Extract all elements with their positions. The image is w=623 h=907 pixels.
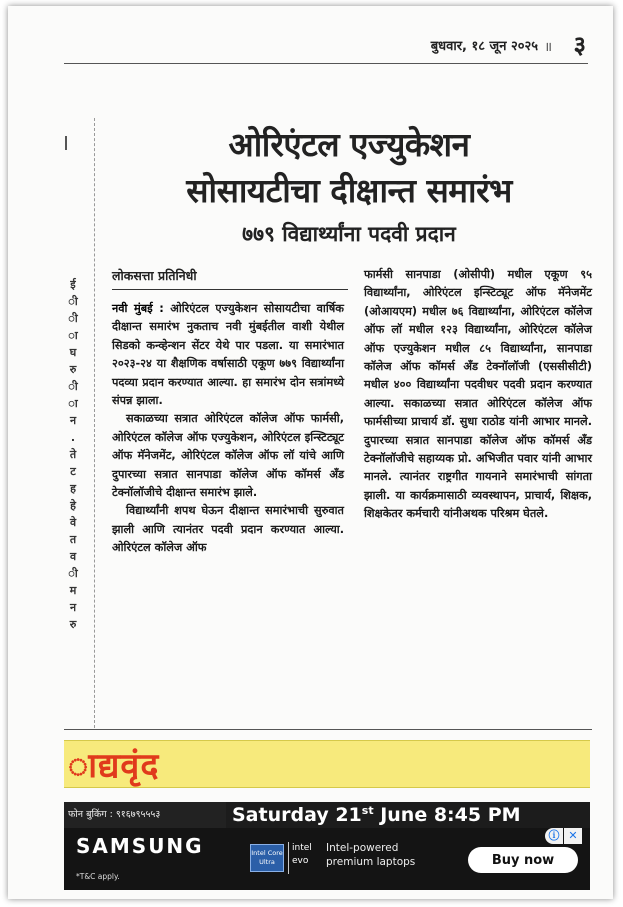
header-date: बुधवार, १८ जून २०२५ (430, 39, 538, 54)
booking-phone: फोन बुकिंग : ९१६७९५५५३ (68, 809, 161, 820)
fragment-char: ी (68, 312, 78, 325)
promo-prefix: Saturday 21 (232, 804, 362, 826)
event-banner (64, 740, 590, 788)
column-divider (94, 118, 95, 728)
fragment-char: घ (69, 346, 77, 359)
page-number: ३ (573, 31, 586, 59)
fragment-char: म (69, 584, 77, 597)
paragraph-1 (112, 300, 344, 410)
headline-line-1: ओरिएंटल एज्युकेशन (228, 125, 470, 164)
fragment-char: . (70, 431, 76, 444)
dateline: नवी मुंबई : (112, 302, 164, 315)
fragment-char: ह (70, 482, 76, 495)
headline-line-2: सोसायटीचा दीक्षान्त समारंभ (186, 171, 512, 210)
left-column-mark (65, 136, 67, 150)
fragment-char: ी (68, 567, 78, 580)
fragment-char: न (69, 601, 77, 614)
paragraph-1-text: ओरिएंटल एज्युकेशन सोसायटीचा वार्षिक दीक्षान्त समारंभ नुकताच नवी मुंबईतील वाशी येथील सिडको कन्व्हेन्शन सेंटर येथे पार पडला. या समारंभात २०२३-२४ या शैक्षणिक वर्षासाठी एकूण ७७९ विद्यार्थ्यांना पदव्या प्रदान करण्यात आल्या. हा समारंभ दोन सत्रांमध्ये संपन्न झाला. (112, 302, 344, 408)
article-column-1 (112, 300, 344, 558)
ad-close-icon[interactable]: ✕ (564, 828, 582, 844)
ad-terms: *T&C apply. (76, 872, 120, 881)
ad-info-icon[interactable]: ⓘ (545, 828, 563, 844)
intel-tagline-line-1: Intel-powered (326, 842, 399, 854)
event-date-promo (226, 802, 590, 828)
intel-evo-logo: intel evo (288, 842, 320, 874)
adjacent-column-fragment (62, 276, 84, 633)
fragment-char: ी (68, 295, 78, 308)
fragment-char: ट (70, 465, 76, 478)
fragment-char: हे (70, 499, 76, 512)
fragment-char: ते (69, 448, 77, 461)
page-header (64, 28, 588, 64)
event-ad-strip[interactable] (64, 802, 590, 828)
paragraph-4: फार्मसी सानपाडा (ओसीपी) मधील एकूण ९५ विद्यार्थ्यांना, ओरिएंटल इन्स्टिट्यूट ऑफ मॅनेजमेंट (ओआयएम) मधील ७६ विद्यार्थ्यांना, ओरिएंटल कॉलेज ऑफ लॉ मधील १२३ विद्यार्थ्यांना, ओरिएंटल कॉलेज ऑफ एज्युकेशन मधील ८५ विद्यार्थ्यांना, सानपाडा कॉलेज ऑफ कॉमर्स अँड टेक्नॉलॉजी (एससीसीटी) मधील ४०० विद्यार्थ्यांना पदवीधर पदवी प्रदान करण्यात आल्या. सकाळच्या सत्रात ओरिएंटल कॉलेज ऑफ फार्मसीच्या प्राचार्य डॉ. सुधा राठोड यांनी आभार मानले. दुपारच्या सत्रात सानपाडा कॉलेज ऑफ कॉमर्स अँड टेक्नॉलॉजीचे सहाय्यक प्रो. अभिजीत पवार यांनी आभार मानले. त्यानंतर राष्ट्रगीत गायनाने समारंभाची सांगता झाली. या कार्यक्रमासाठी व्यवस्थापन, प्राचार्य, शिक्षक, शिक्षकेतर कर्मचारी यांनीअथक परिश्रम घेतले. (364, 268, 592, 521)
banner-title: ाद्यवृंद (68, 746, 160, 786)
buy-now-button[interactable]: Buy now (468, 847, 578, 873)
header-separator: ॥ (544, 40, 552, 55)
fragment-char: व (69, 550, 77, 563)
intel-tagline (326, 841, 476, 869)
article-headline (104, 122, 594, 214)
article-byline: लोकसत्ता प्रतिनिधी (112, 264, 348, 290)
article-subheadline: ७७९ विद्यार्थ्यांना पदवी प्रदान (242, 222, 456, 246)
fragment-char: त (69, 533, 77, 546)
fragment-char: ा (68, 329, 78, 342)
article-bottom-rule (64, 729, 592, 730)
fragment-char: ा (68, 397, 78, 410)
fragment-char: रु (69, 618, 77, 631)
samsung-logo: SAMSUNG (76, 834, 204, 858)
fragment-char: वे (69, 516, 77, 529)
paragraph-3: विद्यार्थ्यांनी शपथ घेऊन दीक्षान्त समारंभाची सुरुवात झाली आणि त्यानंतर पदवी प्रदान करण्यात आल्या. ओरिएंटल कॉलेज ऑफ (112, 504, 344, 555)
fragment-char: रु (69, 363, 77, 376)
paragraph-2: सकाळच्या सत्रात ओरिएंटल कॉलेज ऑफ फार्मसी, ओरिएंटल कॉलेज ऑफ एज्युकेशन, ओरिएंटल इन्स्टिट्यूट ऑफ मॅनेजमेंट, ओरिएंटल कॉलेज ऑफ लॉ यांचे आणि दुपारच्या सत्रात सानपाडा कॉलेज ऑफ कॉमर्स अँड टेक्नॉलॉजीचे दीक्षान्त समारंभ झाले. (112, 412, 344, 500)
fragment-char: न (69, 414, 77, 427)
intel-chip-icon: Intel Core Ultra (250, 844, 284, 872)
article-column-2 (364, 266, 592, 524)
promo-sup: st (361, 804, 374, 817)
samsung-ad-banner[interactable] (64, 828, 590, 890)
newspaper-page (8, 6, 613, 899)
fragment-char: ी (68, 380, 78, 393)
promo-suffix: June 8:45 PM (373, 804, 521, 826)
intel-tagline-line-2: premium laptops (326, 856, 416, 868)
fragment-char: ई (70, 278, 76, 291)
